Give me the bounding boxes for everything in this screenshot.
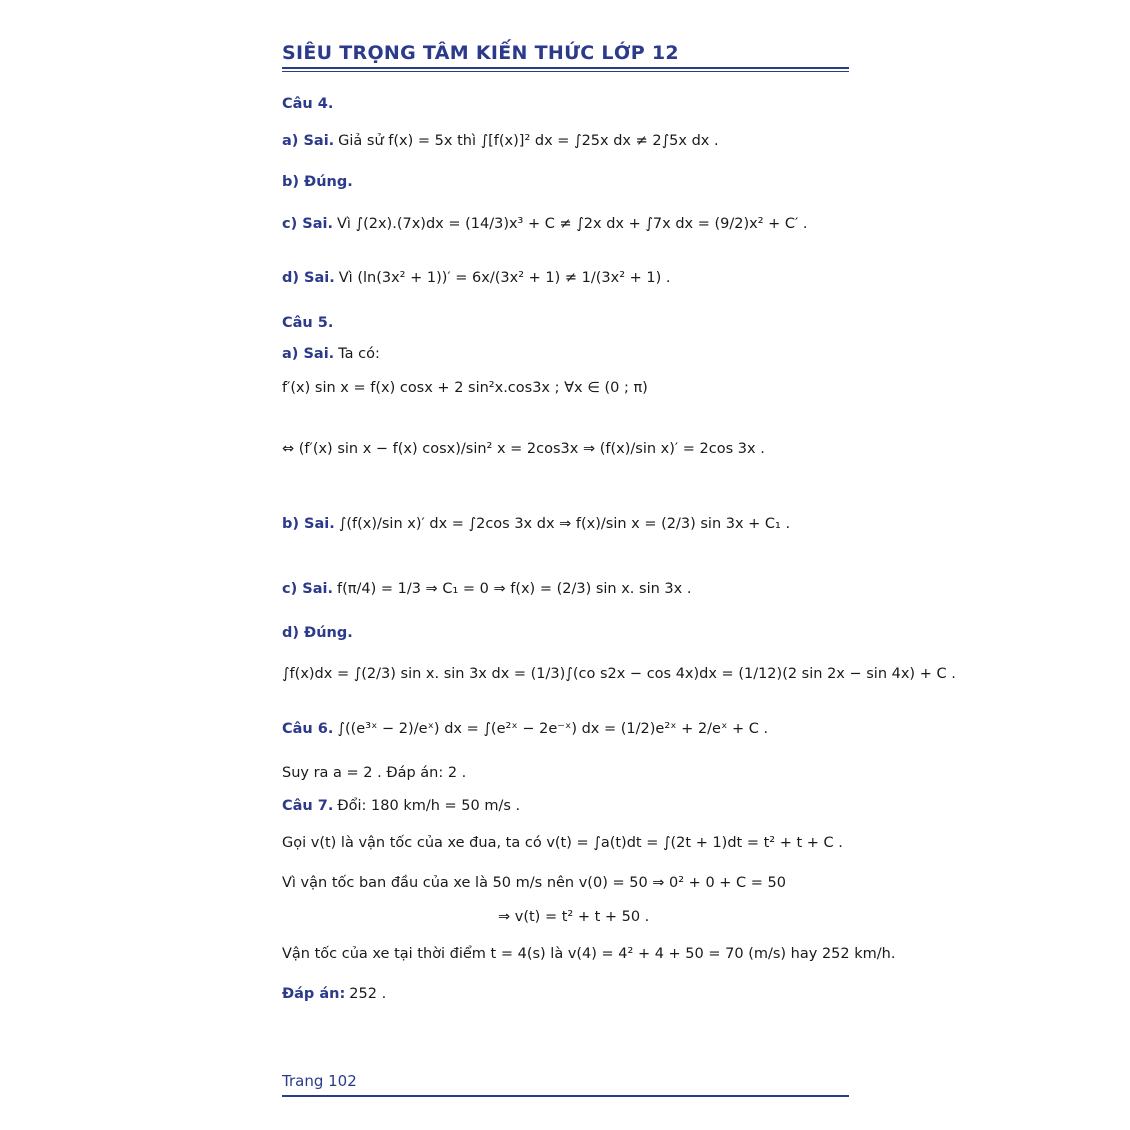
- line-cau6-answer: Suy ra a = 2 . Đáp án: 2 .: [282, 765, 467, 781]
- header-title: SIÊU TRỌNG TÂM KIẾN THỨC LỚP 12: [282, 42, 679, 64]
- line-cau5-a: a) Sai. Ta có:: [282, 346, 380, 362]
- line-cau7-eq4: Vận tốc của xe tại thời điểm t = 4(s) là v(4) = 4² + 4 + 50 = 70 (m/s) hay 252 km/h.: [282, 946, 896, 962]
- line-cau7-eq2: Vì vận tốc ban đầu của xe là 50 m/s nên v(0) = 50 ⇒ 0² + 0 + C = 50: [282, 875, 786, 891]
- line-cau7: Câu 7. Đổi: 180 km/h = 50 m/s .: [282, 798, 521, 814]
- line-cau7-eq1: Gọi v(t) là vận tốc của xe đua, ta có v(t) = ∫a(t)dt = ∫(2t + 1)dt = t² + t + C .: [282, 835, 843, 851]
- line-cau6: Câu 6. ∫((e³ˣ − 2)/eˣ) dx = ∫(e²ˣ − 2e⁻ˣ) dx = (1/2)e²ˣ + 2/eˣ + C .: [282, 721, 769, 737]
- line-cau7-answer: Đáp án: 252 .: [282, 986, 387, 1002]
- line-cau5-d: d) Đúng.: [282, 625, 353, 641]
- footer-rule: [282, 1095, 849, 1097]
- line-cau4-c: c) Sai. Vì ∫(2x).(7x)dx = (14/3)x³ + C ≠ ∫2x dx + ∫7x dx = (9/2)x² + C′ .: [282, 216, 808, 232]
- header-rule-top: [282, 67, 849, 69]
- page-number: Trang 102: [282, 1072, 357, 1090]
- line-cau4-a: a) Sai. Giả sử f(x) = 5x thì ∫[f(x)]² dx = ∫25x dx ≠ 2∫5x dx .: [282, 133, 719, 149]
- line-cau4: Câu 4.: [282, 96, 334, 112]
- line-cau4-d: d) Sai. Vì (ln(3x² + 1))′ = 6x/(3x² + 1) ≠ 1/(3x² + 1) .: [282, 270, 671, 286]
- line-cau7-eq3: ⇒ v(t) = t² + t + 50 .: [498, 909, 650, 925]
- line-cau5-a-eq2: ⇔ (f′(x) sin x − f(x) cosx)/sin² x = 2cos3x ⇒ (f(x)/sin x)′ = 2cos 3x .: [282, 441, 765, 457]
- line-cau5: Câu 5.: [282, 315, 334, 331]
- line-cau5-d-eq: ∫f(x)dx = ∫(2/3) sin x. sin 3x dx = (1/3)∫(co s2x − cos 4x)dx = (1/12)(2 sin 2x − sin 4x) + C .: [282, 666, 956, 682]
- line-cau5-c: c) Sai. f(π/4) = 1/3 ⇒ C₁ = 0 ⇒ f(x) = (2/3) sin x. sin 3x .: [282, 581, 692, 597]
- line-cau5-b: b) Sai. ∫(f(x)/sin x)′ dx = ∫2cos 3x dx ⇒ f(x)/sin x = (2/3) sin 3x + C₁ .: [282, 516, 791, 532]
- header-rule-bottom: [282, 71, 849, 72]
- line-cau4-b: b) Đúng.: [282, 174, 353, 190]
- line-cau5-a-eq1: f′(x) sin x = f(x) cosx + 2 sin²x.cos3x ; ∀x ∈ (0 ; π): [282, 380, 648, 396]
